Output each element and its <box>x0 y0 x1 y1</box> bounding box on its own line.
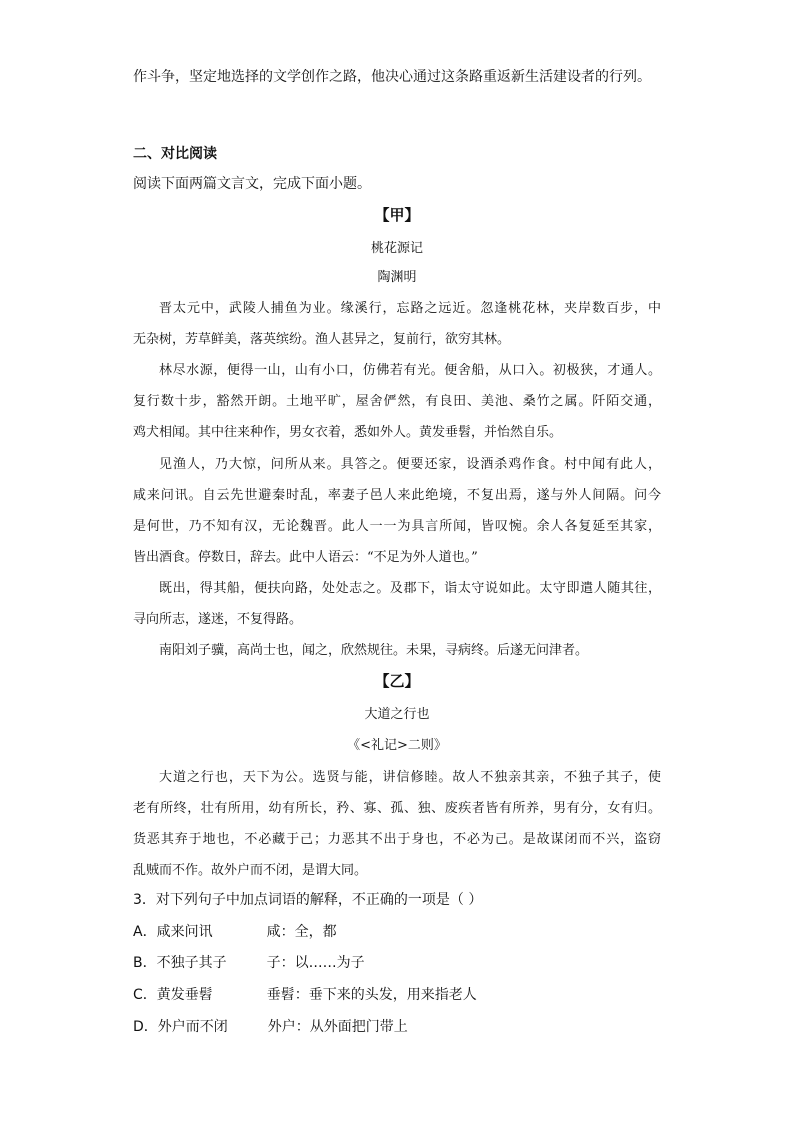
passage-jia-line: 林尽水源，便得一山，山有小口，仿佛若有光。便舍船，从口入。初极狭，才通人。 <box>159 363 661 378</box>
passage-yi-source: 《<礼记>二则》 <box>347 738 447 753</box>
reading-instruction: 阅读下面两篇文言文，完成下面小题。 <box>133 176 371 192</box>
option-phrase: 不独子其子 <box>156 955 227 971</box>
passage-jia-line: 寻向所志，遂迷，不复得路。 <box>133 612 303 627</box>
continued-text-line: 作斗争，坚定地选择的文学创作之路，他决心通过这条路重返新生活建设者的行列。 <box>133 69 651 85</box>
option-b <box>133 952 365 972</box>
passage-jia-title: 桃花源记 <box>370 241 423 256</box>
passage-yi-line: 乱贼而不作。故外户而不闭，是谓大同。 <box>133 863 368 878</box>
option-letter: A． <box>133 924 157 940</box>
passage-jia-author: 陶渊明 <box>377 270 417 285</box>
passage-jia-line: 咸来问讯。自云先世避秦时乱，率妻子邑人来此绝境，不复出焉，遂与外人间隔。问今 <box>133 488 661 503</box>
option-gloss: 外户：从外面把门带上 <box>267 1019 408 1035</box>
passage-jia-label: 【甲】 <box>374 206 420 224</box>
option-d <box>133 1016 408 1036</box>
option-letter: C． <box>133 987 157 1003</box>
option-letter: B． <box>133 955 157 971</box>
passage-jia-line: 皆出酒食。停数日，辞去。此中人语云：“不足为外人道也。” <box>133 550 478 565</box>
passage-jia-line: 复行数十步，豁然开朗。土地平旷，屋舍俨然，有良田、美池、桑竹之属。阡陌交通， <box>133 394 661 409</box>
passage-jia-line: 是何世，乃不知有汉，无论魏晋。此人一一为具言所闻，皆叹惋。余人各复延至其家， <box>133 519 661 534</box>
passage-jia-line: 无杂树，芳草鲜美，落英缤纷。渔人甚异之，复前行，欲穷其林。 <box>133 332 511 347</box>
section-title: 二、对比阅读 <box>133 146 217 162</box>
passage-yi-label: 【乙】 <box>374 672 420 690</box>
passage-jia-line: 晋太元中，武陵人捕鱼为业。缘溪行，忘路之远近。忽逢桃花林，夹岸数百步，中 <box>159 301 661 316</box>
passage-yi-line: 老有所终，壮有所用，幼有所长，矜、寡、孤、独、废疾者皆有所养，男有分，女有归。 <box>133 801 661 816</box>
option-gloss: 咸：全，都 <box>266 924 337 940</box>
option-letter: D． <box>133 1019 158 1035</box>
option-phrase: 咸来问讯 <box>156 924 213 940</box>
option-gloss: 垂髫：垂下来的头发，用来指老人 <box>266 987 477 1003</box>
question-stem: 3．对下列句子中加点词语的解释，不正确的一项是（ ） <box>133 892 483 908</box>
option-a <box>133 921 337 941</box>
option-gloss: 子：以……为子 <box>266 955 365 971</box>
passage-jia-line: 鸡犬相闻。其中往来种作，男女衣着，悉如外人。黄发垂髫，并怡然自乐。 <box>133 425 563 440</box>
passage-yi-line: 货恶其弃于地也，不必藏于己；力恶其不出于身也，不必为己。是故谋闭而不兴，盗窃 <box>133 832 661 847</box>
passage-yi-title: 大道之行也 <box>364 707 430 722</box>
option-phrase: 外户而不闭 <box>157 1019 228 1035</box>
passage-jia-line: 南阳刘子骥，高尚士也，闻之，欣然规往。未果，寻病终。后遂无问津者。 <box>159 643 589 658</box>
passage-jia-line: 既出，得其船，便扶向路，处处志之。及郡下，诣太守说如此。太守即遣人随其往， <box>159 581 661 596</box>
passage-yi-line: 大道之行也，天下为公。选贤与能，讲信修睦。故人不独亲其亲，不独子其子，使 <box>159 770 661 785</box>
passage-jia-line: 见渔人，乃大惊，问所从来。具答之。便要还家，设酒杀鸡作食。村中闻有此人， <box>159 457 661 472</box>
option-phrase: 黄发垂髫 <box>156 987 213 1003</box>
option-c <box>133 984 477 1004</box>
